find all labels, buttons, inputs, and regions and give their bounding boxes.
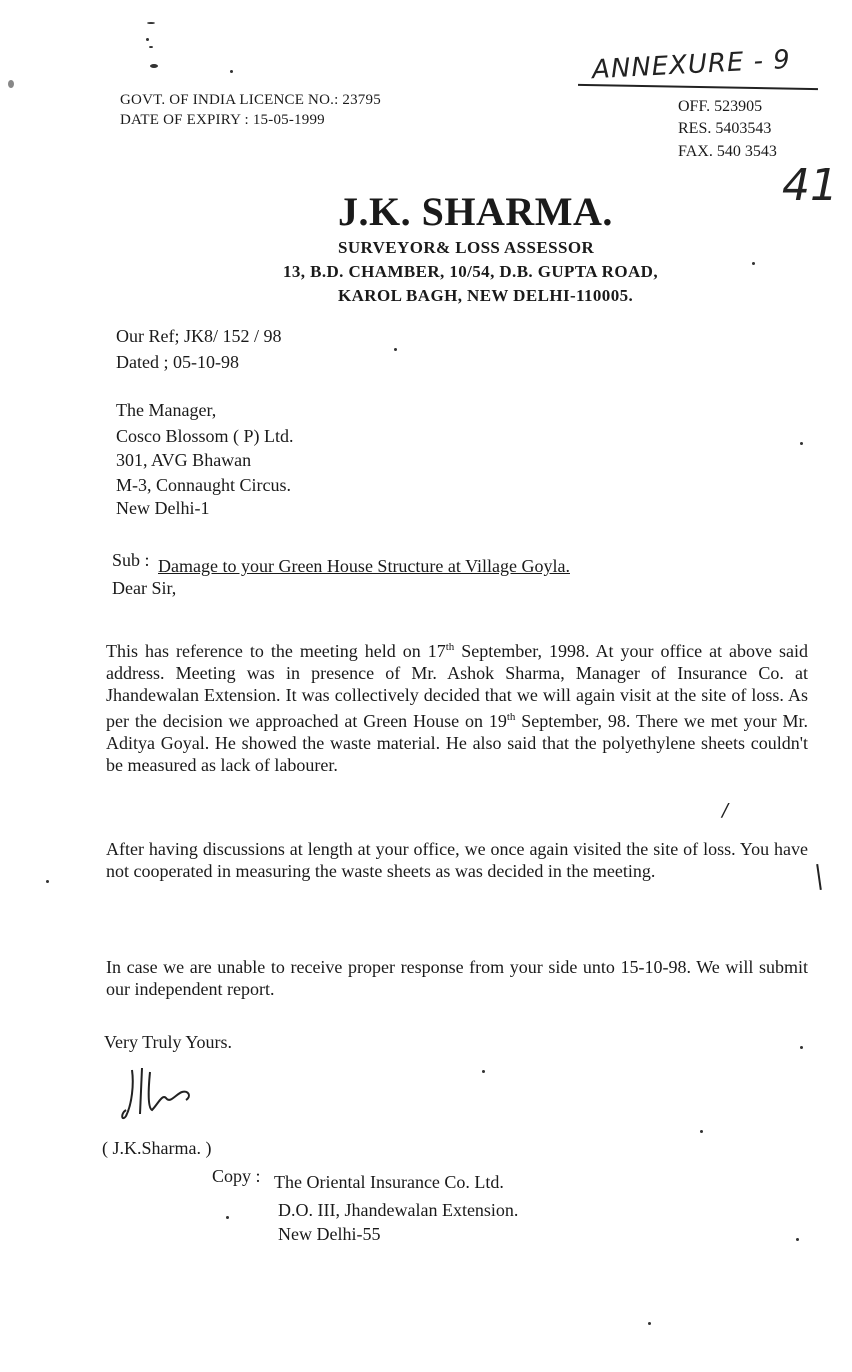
paragraph-text: September, 1998. At your office at above said address. Meeting was in presence of Mr. Ashok Sharma, Manager of Insurance Co. at Jhandewalan Extension. It was collectively decided that we will again visit at the site of loss. As per the decision we approached at Green House on 19 <box>106 641 808 731</box>
subject-text: Damage to your Green House Structure at Village Goyla. <box>158 556 570 576</box>
body-paragraph-2: After having discussions at length at your office, we once again visited the site of loss. You have not cooperated in measuring the waste sheets as was decided in the meeting. <box>106 839 808 881</box>
tick-mark: / <box>722 800 729 821</box>
letterhead-designation: SURVEYOR& LOSS ASSESSOR <box>338 238 595 257</box>
letter-date: Dated ; 05-10-98 <box>116 352 239 372</box>
recipient-line: New Delhi-1 <box>116 498 210 518</box>
body-paragraph-1 <box>106 636 808 776</box>
office-phone: OFF. 523905 <box>678 98 763 115</box>
copy-label: Copy : <box>212 1166 261 1186</box>
subject-label: Sub : <box>112 550 150 570</box>
valediction: Very Truly Yours. <box>104 1032 233 1052</box>
our-reference: Our Ref; JK8/ 152 / 98 <box>116 326 282 346</box>
fax-number: FAX. 540 3543 <box>678 143 777 160</box>
recipient-line: Cosco Blossom ( P) Ltd. <box>116 426 294 446</box>
copy-line: D.O. III, Jhandewalan Extension. <box>278 1200 519 1220</box>
recipient-line: The Manager, <box>116 400 217 420</box>
signatory-name: ( J.K.Sharma. ) <box>102 1138 212 1158</box>
copy-line: The Oriental Insurance Co. Ltd. <box>274 1172 504 1192</box>
superscript: th <box>445 641 455 653</box>
letterhead-address-line2: KAROL BAGH, NEW DELHI-110005. <box>338 286 634 305</box>
superscript: th <box>506 711 516 723</box>
letterhead-address-line1: 13, B.D. CHAMBER, 10/54, D.B. GUPTA ROAD, <box>283 262 658 281</box>
salutation: Dear Sir, <box>112 578 177 598</box>
margin-mark <box>816 864 822 890</box>
annexure-underline <box>578 84 818 90</box>
body-paragraph-3: In case we are unable to receive proper response from your side unto 15-10-98. We will submit our independent report. <box>106 957 808 999</box>
recipient-line: M-3, Connaught Circus. <box>116 475 291 495</box>
recipient-line: 301, AVG Bhawan <box>116 450 252 470</box>
signature <box>118 1064 208 1128</box>
copy-line: New Delhi-55 <box>278 1224 381 1244</box>
residence-phone: RES. 5403543 <box>678 120 772 137</box>
page-number-annotation: 41 <box>782 160 838 211</box>
annexure-annotation: ANNEXURE - 9 <box>591 44 792 86</box>
licence-number: GOVT. OF INDIA LICENCE NO.: 23795 <box>120 92 381 108</box>
paragraph-text: September, 98. There we met your Mr. Aditya Goyal. He showed the waste material. He also said that the polyethylene sheets couldn't be measured as lack of labourer. <box>106 711 808 775</box>
licence-expiry: DATE OF EXPIRY : 15-05-1999 <box>120 112 325 128</box>
letterhead-name: J.K. SHARMA. <box>338 189 613 234</box>
paragraph-text: This has reference to the meeting held on 17 <box>106 641 446 661</box>
